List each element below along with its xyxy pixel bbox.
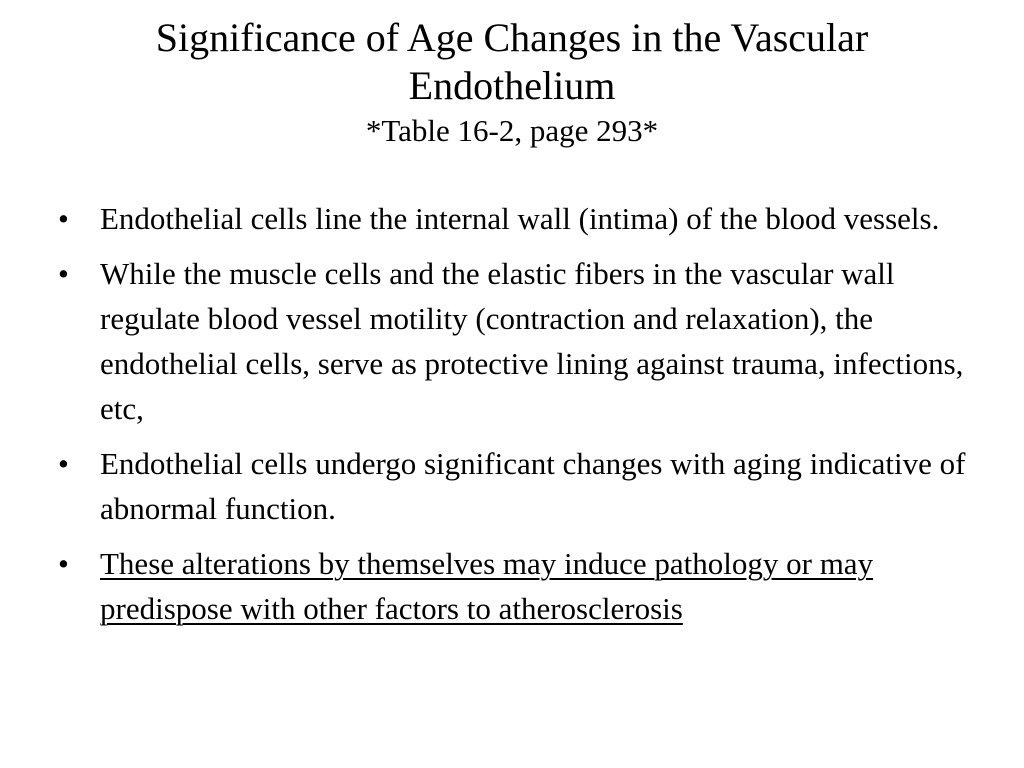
- bullet-list: [58, 196, 988, 641]
- bullet-item: [58, 441, 988, 531]
- slide-subtitle: *Table 16-2, page 293*: [365, 113, 659, 148]
- bullet-item: [58, 251, 988, 431]
- bullet-text: Endothelial cells undergo significant changes with aging indicative of abnormal function.: [100, 446, 966, 526]
- bullet-text-underlined: These alterations by themselves may induce pathology or may predispose with other factors to atherosclerosis: [100, 546, 874, 626]
- bullet-icon: •: [58, 546, 69, 581]
- bullet-item: [58, 541, 988, 631]
- bullet-icon: •: [58, 256, 69, 291]
- slide-title: Significance of Age Changes in the Vascular Endothelium: [155, 15, 869, 108]
- bullet-icon: •: [58, 446, 69, 481]
- bullet-text: Endothelial cells line the internal wall (intima) of the blood vessels.: [100, 201, 940, 236]
- bullet-icon: •: [58, 201, 69, 236]
- bullet-item: [58, 196, 988, 241]
- bullet-text: While the muscle cells and the elastic fibers in the vascular wall regulate blood vessel motility (contraction and relaxation), the endothelial cells, serve as protective lining against trauma, infections, etc,: [100, 256, 964, 426]
- title-block: [60, 14, 964, 150]
